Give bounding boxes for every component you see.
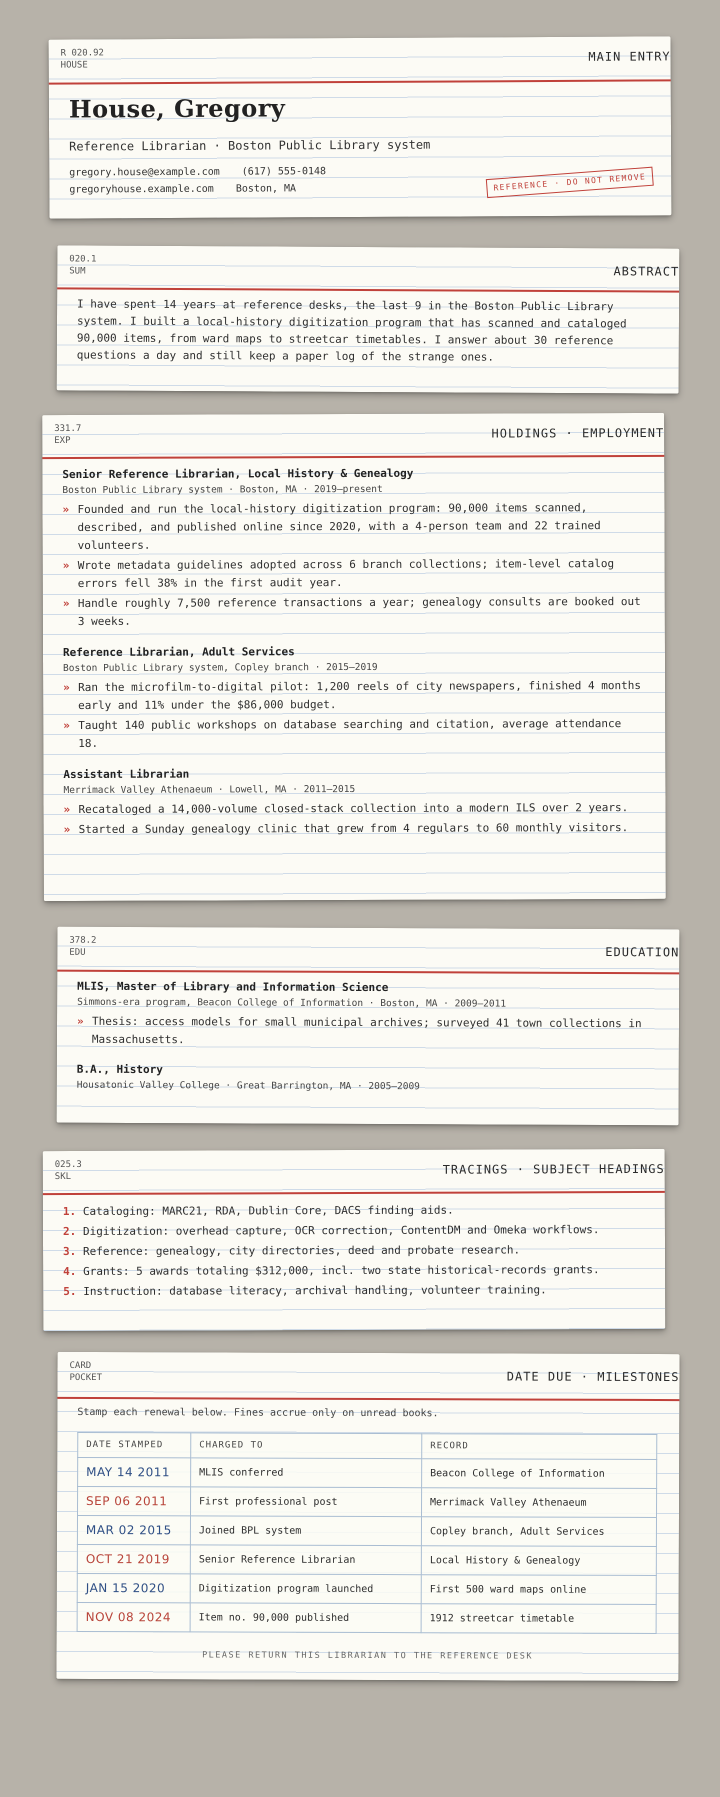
- contact-line-2: [69, 183, 312, 195]
- section-label: ABSTRACT: [613, 264, 680, 279]
- charged-to: Joined BPL system: [190, 1516, 421, 1546]
- column-header: CHARGED TO: [191, 1433, 422, 1459]
- skill-text: Digitization: overhead capture, OCR correction, ContentDM and Omeka workflows.: [82, 1223, 600, 1238]
- job-title: Assistant Librarian: [63, 767, 190, 782]
- degree-meta: Simmons-era program, Beacon College of Information · Boston, MA · 2009–2011: [77, 996, 507, 1010]
- card-rule: [57, 970, 679, 975]
- call-number-sub: HOUSE: [60, 60, 88, 71]
- call-number: [54, 423, 81, 447]
- card-rule: [57, 287, 679, 292]
- table-row: [77, 1544, 656, 1575]
- date-stamp: MAY 14 2011: [78, 1457, 191, 1486]
- skill-item: 2. Digitization: overhead capture, OCR correction, ContentDM and Omeka workflows.: [62, 1223, 600, 1239]
- job-bullet: » Ran the microfilm-to-digital pilot: 1,200 reels of city newspapers, finished 4 months early and 11% under the $86,000 budget.: [63, 677, 645, 715]
- contact-line-1: [69, 166, 342, 178]
- record: Local History & Genealogy: [421, 1546, 656, 1576]
- skills-list: [63, 1200, 645, 1302]
- skill-text: Instruction: database literacy, archival handling, volunteer training.: [83, 1283, 547, 1298]
- job-subtitle: Reference Librarian · Boston Public Library system: [69, 137, 431, 154]
- charged-to: Digitization program launched: [190, 1574, 421, 1604]
- page-title: House, Gregory: [68, 93, 286, 124]
- date-stamp: MAR 02 2015: [77, 1515, 190, 1544]
- job-bullet: » Handle roughly 7,500 reference transactions a year; genealogy consults are booked out 3 weeks.: [63, 593, 645, 631]
- call-number-main: R 020.92: [60, 48, 104, 59]
- call-number: [69, 935, 96, 959]
- date-stamp: NOV 08 2024: [77, 1602, 190, 1631]
- record: 1912 streetcar timetable: [421, 1604, 656, 1634]
- job-bullet: » Founded and run the local-history digitization program: 90,000 items scanned, described, and published online since 2020, with a 4-person team and 22 trained volunteers.: [62, 499, 644, 555]
- return-note: PLEASE RETURN THIS LIBRARIAN TO THE REFERENCE DESK: [202, 1650, 533, 1662]
- date-stamp: SEP 06 2011: [78, 1486, 191, 1515]
- job-entry: [63, 643, 645, 755]
- main-entry-card: [49, 36, 672, 218]
- call-number: [61, 47, 104, 71]
- call-number-sub: POCKET: [69, 1372, 103, 1384]
- call-number: [55, 1159, 82, 1183]
- email-link[interactable]: gregory.house@example.com: [69, 166, 220, 179]
- record: Merrimack Valley Athenaeum: [421, 1488, 656, 1518]
- call-number-main: 331.7: [54, 423, 82, 435]
- degree-entry: [77, 979, 659, 1054]
- job-title: Reference Librarian, Adult Services: [62, 645, 295, 660]
- phone-number: (617) 555-0148: [241, 166, 327, 178]
- skills-card: [43, 1149, 666, 1331]
- job-bullet: » Wrote metadata guidelines adopted across 6 branch collections; item-level catalog errors fell 38% in the first audit year.: [63, 555, 645, 593]
- call-number-sub: EXP: [54, 435, 71, 447]
- job-meta: Boston Public Library system, Copley branch · 2015–2019: [63, 661, 378, 675]
- job-bullet: » Recataloged a 14,000-volume closed-stack collection into a modern ILS over 2 years.: [64, 799, 646, 819]
- section-label: EDUCATION: [605, 945, 680, 960]
- column-header: DATE STAMPED: [78, 1432, 191, 1457]
- skill-text: Reference: genealogy, city directories, deed and probate research.: [83, 1243, 521, 1258]
- charged-to: Senior Reference Librarian: [190, 1545, 421, 1575]
- degree-title: MLIS, Master of Library and Information Science: [77, 979, 389, 995]
- column-header: RECORD: [422, 1434, 657, 1460]
- abstract-text: I have spent 14 years at reference desks, the last 9 in the Boston Public Library system. I built a local-history digitization program that has scanned and cataloged 90,000 items, from ward maps to streetcar timetables. I answer about 30 reference questions a day and still keep a paper log of the strange ones.: [76, 297, 627, 364]
- job-entry: [62, 465, 645, 633]
- section-label: MAIN ENTRY: [588, 49, 671, 64]
- website-link[interactable]: gregoryhouse.example.com: [69, 183, 214, 196]
- table-header-row: [78, 1432, 657, 1459]
- call-number-sub: SKL: [54, 1171, 72, 1183]
- skill-item: 5. Instruction: database literacy, archival handling, volunteer training.: [63, 1283, 547, 1299]
- call-number: [69, 1360, 102, 1384]
- skill-item: 4. Grants: 5 awards totaling $312,000, incl. two state historical-records grants.: [63, 1263, 600, 1279]
- call-number-main: 378.2: [69, 935, 97, 946]
- date-stamp: OCT 21 2019: [77, 1544, 190, 1573]
- degree-entry: [77, 1062, 659, 1099]
- table-row: [77, 1602, 656, 1633]
- abstract-card: [57, 245, 680, 393]
- skill-text: Cataloging: MARC21, RDA, Dublin Core, DACS finding aids.: [82, 1203, 454, 1218]
- date-stamp: JAN 15 2020: [77, 1573, 190, 1602]
- call-number-main: 025.3: [54, 1159, 82, 1171]
- job-bullet: » Taught 140 public workshops on database searching and citation, average attendance 18.: [63, 715, 645, 753]
- call-number-main: 020.1: [69, 254, 97, 265]
- record: Copley branch, Adult Services: [421, 1517, 656, 1547]
- degree-meta: Housatonic Valley College · Great Barrington, MA · 2005–2009: [76, 1079, 420, 1093]
- call-number-sub: SUM: [69, 266, 86, 277]
- section-label: TRACINGS · SUBJECT HEADINGS: [442, 1161, 665, 1177]
- record: First 500 ward maps online: [421, 1575, 656, 1605]
- section-label: HOLDINGS · EMPLOYMENT: [491, 425, 665, 441]
- job-entry: [63, 765, 645, 841]
- table-row: [78, 1457, 657, 1488]
- card-rule: [43, 1191, 665, 1195]
- call-number-main: CARD: [69, 1360, 92, 1372]
- employment-card: [42, 413, 666, 901]
- job-title: Senior Reference Librarian, Local History & Genealogy: [62, 466, 414, 482]
- card-rule: [42, 455, 664, 459]
- location: Boston, MA: [235, 183, 297, 195]
- call-number: [69, 253, 96, 277]
- skill-item: 3. Reference: genealogy, city directories, deed and probate research.: [63, 1243, 521, 1259]
- degree-bullet: » Thesis: access models for small municipal archives; surveyed 41 town collections in Massachusetts.: [77, 1013, 659, 1052]
- charged-to: First professional post: [191, 1487, 422, 1517]
- education-card: [57, 927, 680, 1126]
- skill-text: Grants: 5 awards totaling $312,000, incl. two state historical-records grants.: [83, 1263, 600, 1278]
- section-label: DATE DUE · MILESTONES: [506, 1369, 680, 1385]
- skill-item: 1. Cataloging: MARC21, RDA, Dublin Core, DACS finding aids.: [62, 1203, 454, 1219]
- degree-title: B.A., History: [76, 1062, 163, 1077]
- pocket-note: Stamp each renewal below. Fines accrue only on unread books.: [77, 1406, 439, 1420]
- call-number-sub: EDU: [69, 947, 86, 958]
- date-due-table: [77, 1432, 658, 1634]
- card-rule: [49, 79, 671, 84]
- card-rule: [57, 1397, 679, 1401]
- job-bullet: » Started a Sunday genealogy clinic that grew from 4 regulars to 60 monthly visitors.: [64, 819, 646, 839]
- table-row: [77, 1515, 656, 1546]
- record: Beacon College of Information: [422, 1459, 657, 1489]
- table-row: [78, 1486, 657, 1517]
- milestones-card: [56, 1352, 679, 1681]
- charged-to: Item no. 90,000 published: [190, 1603, 421, 1633]
- job-meta: Merrimack Valley Athenaeum · Lowell, MA · 2011–2015: [63, 783, 356, 797]
- job-meta: Boston Public Library system · Boston, MA · 2019–present: [62, 483, 383, 497]
- charged-to: MLIS conferred: [191, 1458, 422, 1488]
- table-row: [77, 1573, 656, 1604]
- reference-stamp: REFERENCE · DO NOT REMOVE: [486, 167, 654, 198]
